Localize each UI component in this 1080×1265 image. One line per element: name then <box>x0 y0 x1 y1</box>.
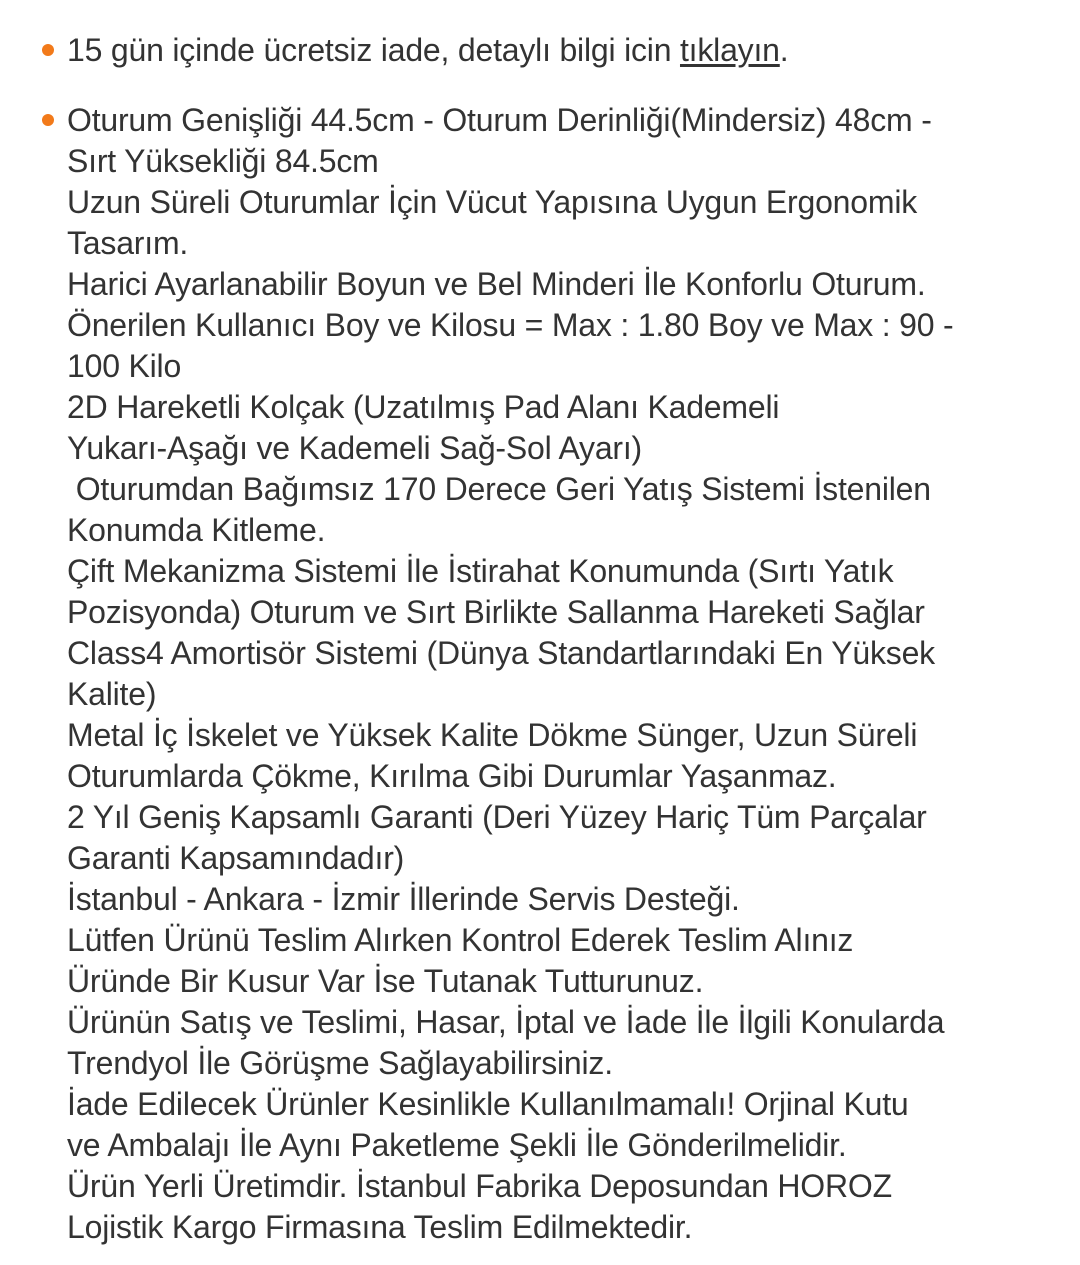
feature-text-line: Oturum Genişliği 44.5cm - Oturum Derinliği(Mindersiz) 48cm - <box>67 102 932 138</box>
feature-text-line: Uzun Süreli Oturumlar İçin Vücut Yapısına Uygun Ergonomik <box>67 184 918 220</box>
feature-text-line: Oturumlarda Çökme, Kırılma Gibi Durumlar Yaşanmaz. <box>67 758 837 794</box>
feature-text-line: Üründe Bir Kusur Var İse Tutanak Tutturunuz. <box>67 963 704 999</box>
return-details-link[interactable]: tıklayın <box>679 32 780 68</box>
feature-text-line: 2D Hareketli Kolçak (Uzatılmış Pad Alanı Kademeli <box>67 389 780 425</box>
feature-text-line: Tasarım. <box>67 225 189 261</box>
feature-text-line: Garanti Kapsamındadır) <box>67 840 405 876</box>
list-item-return-info <box>40 30 1050 71</box>
feature-text-line: Class4 Amortisör Sistemi (Dünya Standartlarındaki En Yüksek <box>67 635 935 671</box>
list-item-product-features <box>40 100 1050 1248</box>
return-info-text: 15 gün içinde ücretsiz iade, detaylı bilgi icin <box>67 32 680 68</box>
feature-text-line: Ürünün Satış ve Teslimi, Hasar, İptal ve İade İle İlgili Konularda <box>67 1004 945 1040</box>
feature-text-line: Lojistik Kargo Firmasına Teslim Edilmektedir. <box>67 1209 693 1245</box>
feature-text-line: Konumda Kitleme. <box>67 512 326 548</box>
feature-text-line: Trendyol İle Görüşme Sağlayabilirsiniz. <box>67 1045 613 1081</box>
feature-text-line: İstanbul - Ankara - İzmir İllerinde Servis Desteği. <box>67 881 740 917</box>
feature-text-line: Metal İç İskelet ve Yüksek Kalite Dökme Sünger, Uzun Süreli <box>67 717 918 753</box>
feature-text-line: Harici Ayarlanabilir Boyun ve Bel Minderi İle Konforlu Oturum. <box>67 266 926 302</box>
feature-text-line: Sırt Yüksekliği 84.5cm <box>67 143 379 179</box>
bullet-dot-icon <box>42 44 54 56</box>
feature-text-line: İade Edilecek Ürünler Kesinlikle Kullanılmamalı! Orjinal Kutu <box>67 1086 909 1122</box>
feature-text-line: Yukarı-Aşağı ve Kademeli Sağ-Sol Ayarı) <box>67 430 643 466</box>
description-list <box>40 30 1050 1248</box>
feature-text-line: Pozisyonda) Oturum ve Sırt Birlikte Sallanma Hareketi Sağlar <box>67 594 925 630</box>
feature-text-block <box>67 100 1050 1248</box>
bullet-dot-icon <box>42 114 54 126</box>
feature-text-line: Önerilen Kullanıcı Boy ve Kilosu = Max : 1.80 Boy ve Max : 90 - <box>67 307 954 343</box>
return-info-suffix: . <box>779 32 789 68</box>
feature-text-line: Oturumdan Bağımsız 170 Derece Geri Yatış Sistemi İstenilen <box>67 471 931 507</box>
feature-text-line: Kalite) <box>67 676 157 712</box>
feature-text-line: ve Ambalajı İle Aynı Paketleme Şekli İle Gönderilmelidir. <box>67 1127 847 1163</box>
feature-text-line: Çift Mekanizma Sistemi İle İstirahat Konumunda (Sırtı Yatık <box>67 553 894 589</box>
feature-text-line: 2 Yıl Geniş Kapsamlı Garanti (Deri Yüzey Hariç Tüm Parçalar <box>67 799 927 835</box>
feature-text-line: Lütfen Ürünü Teslim Alırken Kontrol Ederek Teslim Alınız <box>67 922 854 958</box>
feature-text-line: 100 Kilo <box>67 348 182 384</box>
feature-text-line: Ürün Yerli Üretimdir. İstanbul Fabrika Deposundan HOROZ <box>67 1168 892 1204</box>
return-info-line <box>67 30 1050 71</box>
